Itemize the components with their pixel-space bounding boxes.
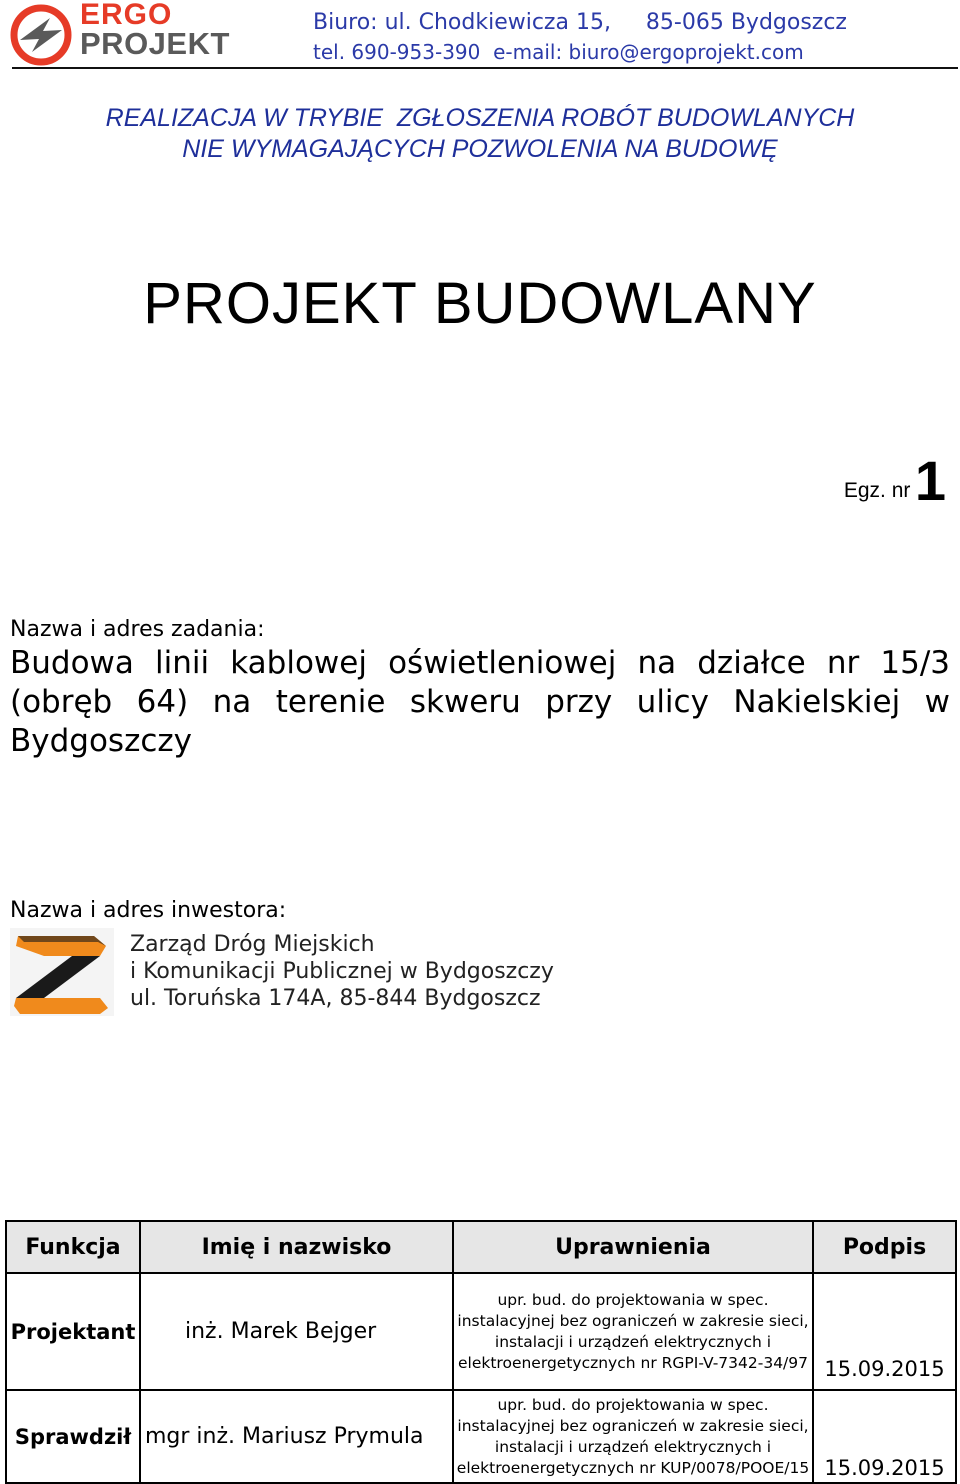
row-signature-date: 15.09.2015 [813,1390,956,1483]
logo-text-ergo: ERGO [80,0,173,31]
license-line: instalacji i urządzeń elektrycznych i [494,1332,772,1351]
company-contact: tel. 690-953-390 e-mail: biuro@ergoprojekt.com [313,40,804,64]
logo-text-projekt: PROJEKT [80,26,230,61]
signatures-table [5,1220,957,1484]
row-license [453,1390,813,1483]
copy-number [844,448,946,513]
copy-label: Egz. nr [843,479,911,502]
company-logo [10,0,250,66]
header-license: Uprawnienia [453,1221,813,1273]
copy-value: 1 [914,449,946,512]
investor-line1: Zarząd Dróg Miejskich [130,932,375,957]
company-address: Biuro: ul. Chodkiewicza 15, 85-065 Bydgoszcz [313,10,847,35]
header-name: Imię i nazwisko [140,1221,453,1273]
row-person-name: mgr inż. Mariusz Prymula [140,1390,453,1483]
row-function: Sprawdził [6,1390,140,1483]
row-license [453,1273,813,1390]
table-row [6,1273,956,1390]
license-line: elektroenergetycznych nr RGPI-V-7342-34/97 [458,1353,808,1372]
task-name: Budowa linii kablowej oświetleniowej na działce nr 15/3 (obręb 64) na terenie skweru przy ulicy Nakielskiej w Bydgoszczy [10,645,950,759]
license-line: elektroenergetycznych nr KUP/0078/POOE/15 [456,1458,810,1477]
procedure-mode-line2: NIE WYMAGAJĄCYCH POZWOLENIA NA BUDOWĘ [182,135,778,163]
license-line: instalacyjnej bez ograniczeń w zakresie sieci, [457,1416,809,1435]
procedure-mode-line1: REALIZACJA W TRYBIE ZGŁOSZENIA ROBÓT BUDOWLANYCH [105,104,855,132]
investor-line3: ul. Toruńska 174A, 85-844 Bydgoszcz [130,986,541,1011]
investor-line2: i Komunikacji Publicznej w Bydgoszczy [130,959,554,984]
investor-address [130,931,554,1012]
license-line: instalacyjnej bez ograniczeń w zakresie sieci, [457,1311,809,1330]
row-signature-date: 15.09.2015 [813,1273,956,1390]
header-divider [12,67,958,69]
ergo-logo-mark-icon [10,4,72,66]
license-line: upr. bud. do projektowania w spec. [497,1395,769,1414]
zdmikp-logo-icon [10,928,114,1016]
row-person-name: inż. Marek Bejger [140,1273,453,1390]
task-label: Nazwa i adres zadania: [10,617,265,642]
table-row [6,1390,956,1483]
document-title: PROJEKT BUDOWLANY [143,271,817,336]
header-function: Funkcja [6,1221,140,1273]
row-function: Projektant [6,1273,140,1390]
investor-label: Nazwa i adres inwestora: [10,898,287,923]
license-line: upr. bud. do projektowania w spec. [497,1290,769,1309]
license-line: instalacji i urządzeń elektrycznych i [494,1437,772,1456]
table-header-row [6,1221,956,1273]
header-signature: Podpis [813,1221,956,1273]
